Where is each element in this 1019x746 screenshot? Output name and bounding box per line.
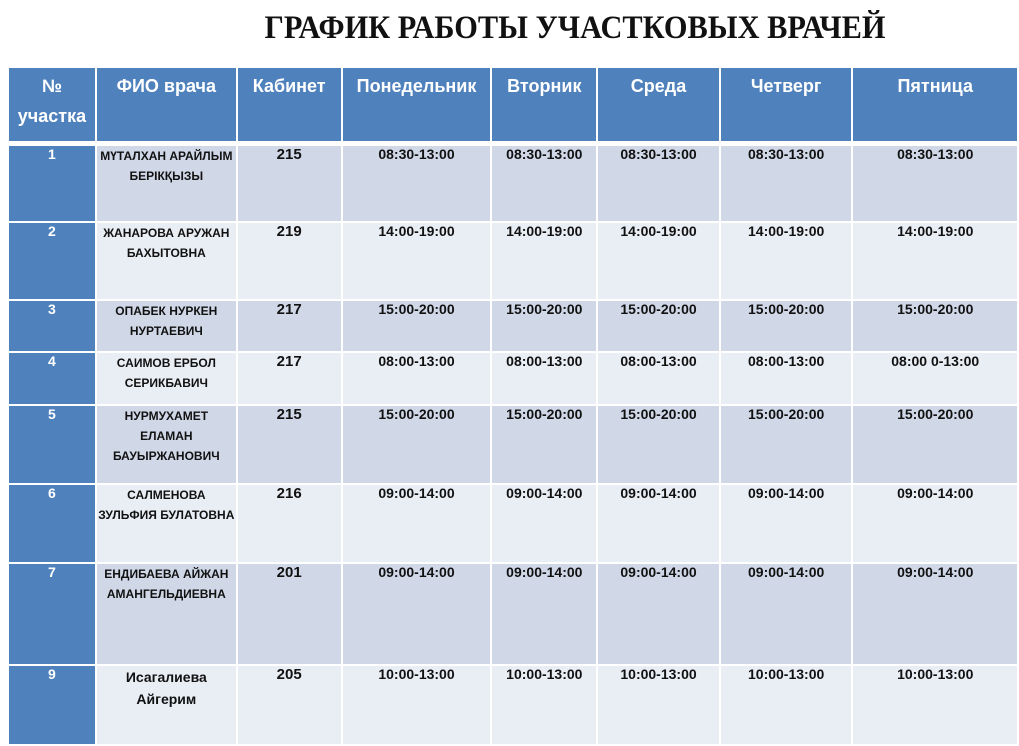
cabinet: 201 bbox=[237, 563, 342, 665]
wednesday-hours: 15:00-20:00 bbox=[597, 300, 720, 352]
cabinet: 216 bbox=[237, 484, 342, 563]
schedule-table bbox=[7, 66, 1019, 746]
table-row bbox=[8, 563, 1018, 665]
monday-hours: 09:00-14:00 bbox=[342, 563, 492, 665]
table-row bbox=[8, 352, 1018, 405]
doctor-name: МҮТАЛХАН АРАЙЛЫМ БЕРІКҚЫЗЫ bbox=[96, 143, 237, 222]
header-cabinet: Кабинет bbox=[237, 67, 342, 143]
monday-hours: 10:00-13:00 bbox=[342, 665, 492, 745]
thursday-hours: 08:00-13:00 bbox=[720, 352, 853, 405]
header-wednesday: Среда bbox=[597, 67, 720, 143]
monday-hours: 15:00-20:00 bbox=[342, 405, 492, 484]
doctor-name: ЖАНАРОВА АРУЖАН БАХЫТОВНА bbox=[96, 222, 237, 300]
cabinet: 217 bbox=[237, 352, 342, 405]
friday-hours: 09:00-14:00 bbox=[852, 484, 1018, 563]
table-row bbox=[8, 405, 1018, 484]
page-title: ГРАФИК РАБОТЫ УЧАСТКОВЫХ ВРАЧЕЙ bbox=[264, 10, 886, 46]
tuesday-hours: 15:00-20:00 bbox=[491, 405, 597, 484]
cabinet: 215 bbox=[237, 143, 342, 222]
friday-hours: 09:00-14:00 bbox=[852, 563, 1018, 665]
wednesday-hours: 08:30-13:00 bbox=[597, 143, 720, 222]
thursday-hours: 10:00-13:00 bbox=[720, 665, 853, 745]
district-number: 2 bbox=[8, 222, 96, 300]
tuesday-hours: 14:00-19:00 bbox=[491, 222, 597, 300]
wednesday-hours: 09:00-14:00 bbox=[597, 563, 720, 665]
district-number: 9 bbox=[8, 665, 96, 745]
table-row bbox=[8, 143, 1018, 222]
thursday-hours: 09:00-14:00 bbox=[720, 563, 853, 665]
tuesday-hours: 15:00-20:00 bbox=[491, 300, 597, 352]
thursday-hours: 09:00-14:00 bbox=[720, 484, 853, 563]
district-number: 1 bbox=[8, 143, 96, 222]
table-row bbox=[8, 222, 1018, 300]
friday-hours: 08:30-13:00 bbox=[852, 143, 1018, 222]
wednesday-hours: 09:00-14:00 bbox=[597, 484, 720, 563]
friday-hours: 15:00-20:00 bbox=[852, 300, 1018, 352]
header-thursday: Четверг bbox=[720, 67, 853, 143]
cabinet: 219 bbox=[237, 222, 342, 300]
district-number: 4 bbox=[8, 352, 96, 405]
district-number: 3 bbox=[8, 300, 96, 352]
district-number: 5 bbox=[8, 405, 96, 484]
cabinet: 205 bbox=[237, 665, 342, 745]
wednesday-hours: 08:00-13:00 bbox=[597, 352, 720, 405]
thursday-hours: 15:00-20:00 bbox=[720, 300, 853, 352]
friday-hours: 08:00 0-13:00 bbox=[852, 352, 1018, 405]
friday-hours: 15:00-20:00 bbox=[852, 405, 1018, 484]
table-row bbox=[8, 665, 1018, 745]
tuesday-hours: 08:30-13:00 bbox=[491, 143, 597, 222]
tuesday-hours: 10:00-13:00 bbox=[491, 665, 597, 745]
wednesday-hours: 14:00-19:00 bbox=[597, 222, 720, 300]
cabinet: 215 bbox=[237, 405, 342, 484]
thursday-hours: 15:00-20:00 bbox=[720, 405, 853, 484]
doctor-name: НУРМУХАМЕТ ЕЛАМАН БАУЫРЖАНОВИЧ bbox=[96, 405, 237, 484]
monday-hours: 09:00-14:00 bbox=[342, 484, 492, 563]
doctor-name: Исагалиева Айгерим bbox=[96, 665, 237, 745]
doctor-name: САИМОВ ЕРБОЛ СЕРИКБАВИЧ bbox=[96, 352, 237, 405]
doctor-name: САЛМЕНОВА ЗУЛЬФИЯ БУЛАТОВНА bbox=[96, 484, 237, 563]
table-row bbox=[8, 300, 1018, 352]
doctor-name: ЕНДИБАЕВА АЙЖАН АМАНГЕЛЬДИЕВНА bbox=[96, 563, 237, 665]
friday-hours: 14:00-19:00 bbox=[852, 222, 1018, 300]
header-name: ФИО врача bbox=[96, 67, 237, 143]
header-tuesday: Вторник bbox=[491, 67, 597, 143]
thursday-hours: 08:30-13:00 bbox=[720, 143, 853, 222]
monday-hours: 08:30-13:00 bbox=[342, 143, 492, 222]
district-number: 7 bbox=[8, 563, 96, 665]
monday-hours: 08:00-13:00 bbox=[342, 352, 492, 405]
district-number: 6 bbox=[8, 484, 96, 563]
wednesday-hours: 10:00-13:00 bbox=[597, 665, 720, 745]
friday-hours: 10:00-13:00 bbox=[852, 665, 1018, 745]
tuesday-hours: 08:00-13:00 bbox=[491, 352, 597, 405]
tuesday-hours: 09:00-14:00 bbox=[491, 484, 597, 563]
table-row bbox=[8, 484, 1018, 563]
tuesday-hours: 09:00-14:00 bbox=[491, 563, 597, 665]
wednesday-hours: 15:00-20:00 bbox=[597, 405, 720, 484]
cabinet: 217 bbox=[237, 300, 342, 352]
header-row bbox=[8, 67, 1018, 143]
doctor-name: ОПАБЕК НУРКЕН НУРТАЕВИЧ bbox=[96, 300, 237, 352]
header-num: № участка bbox=[8, 67, 96, 143]
header-monday: Понедельник bbox=[342, 67, 492, 143]
monday-hours: 15:00-20:00 bbox=[342, 300, 492, 352]
monday-hours: 14:00-19:00 bbox=[342, 222, 492, 300]
thursday-hours: 14:00-19:00 bbox=[720, 222, 853, 300]
header-friday: Пятница bbox=[852, 67, 1018, 143]
